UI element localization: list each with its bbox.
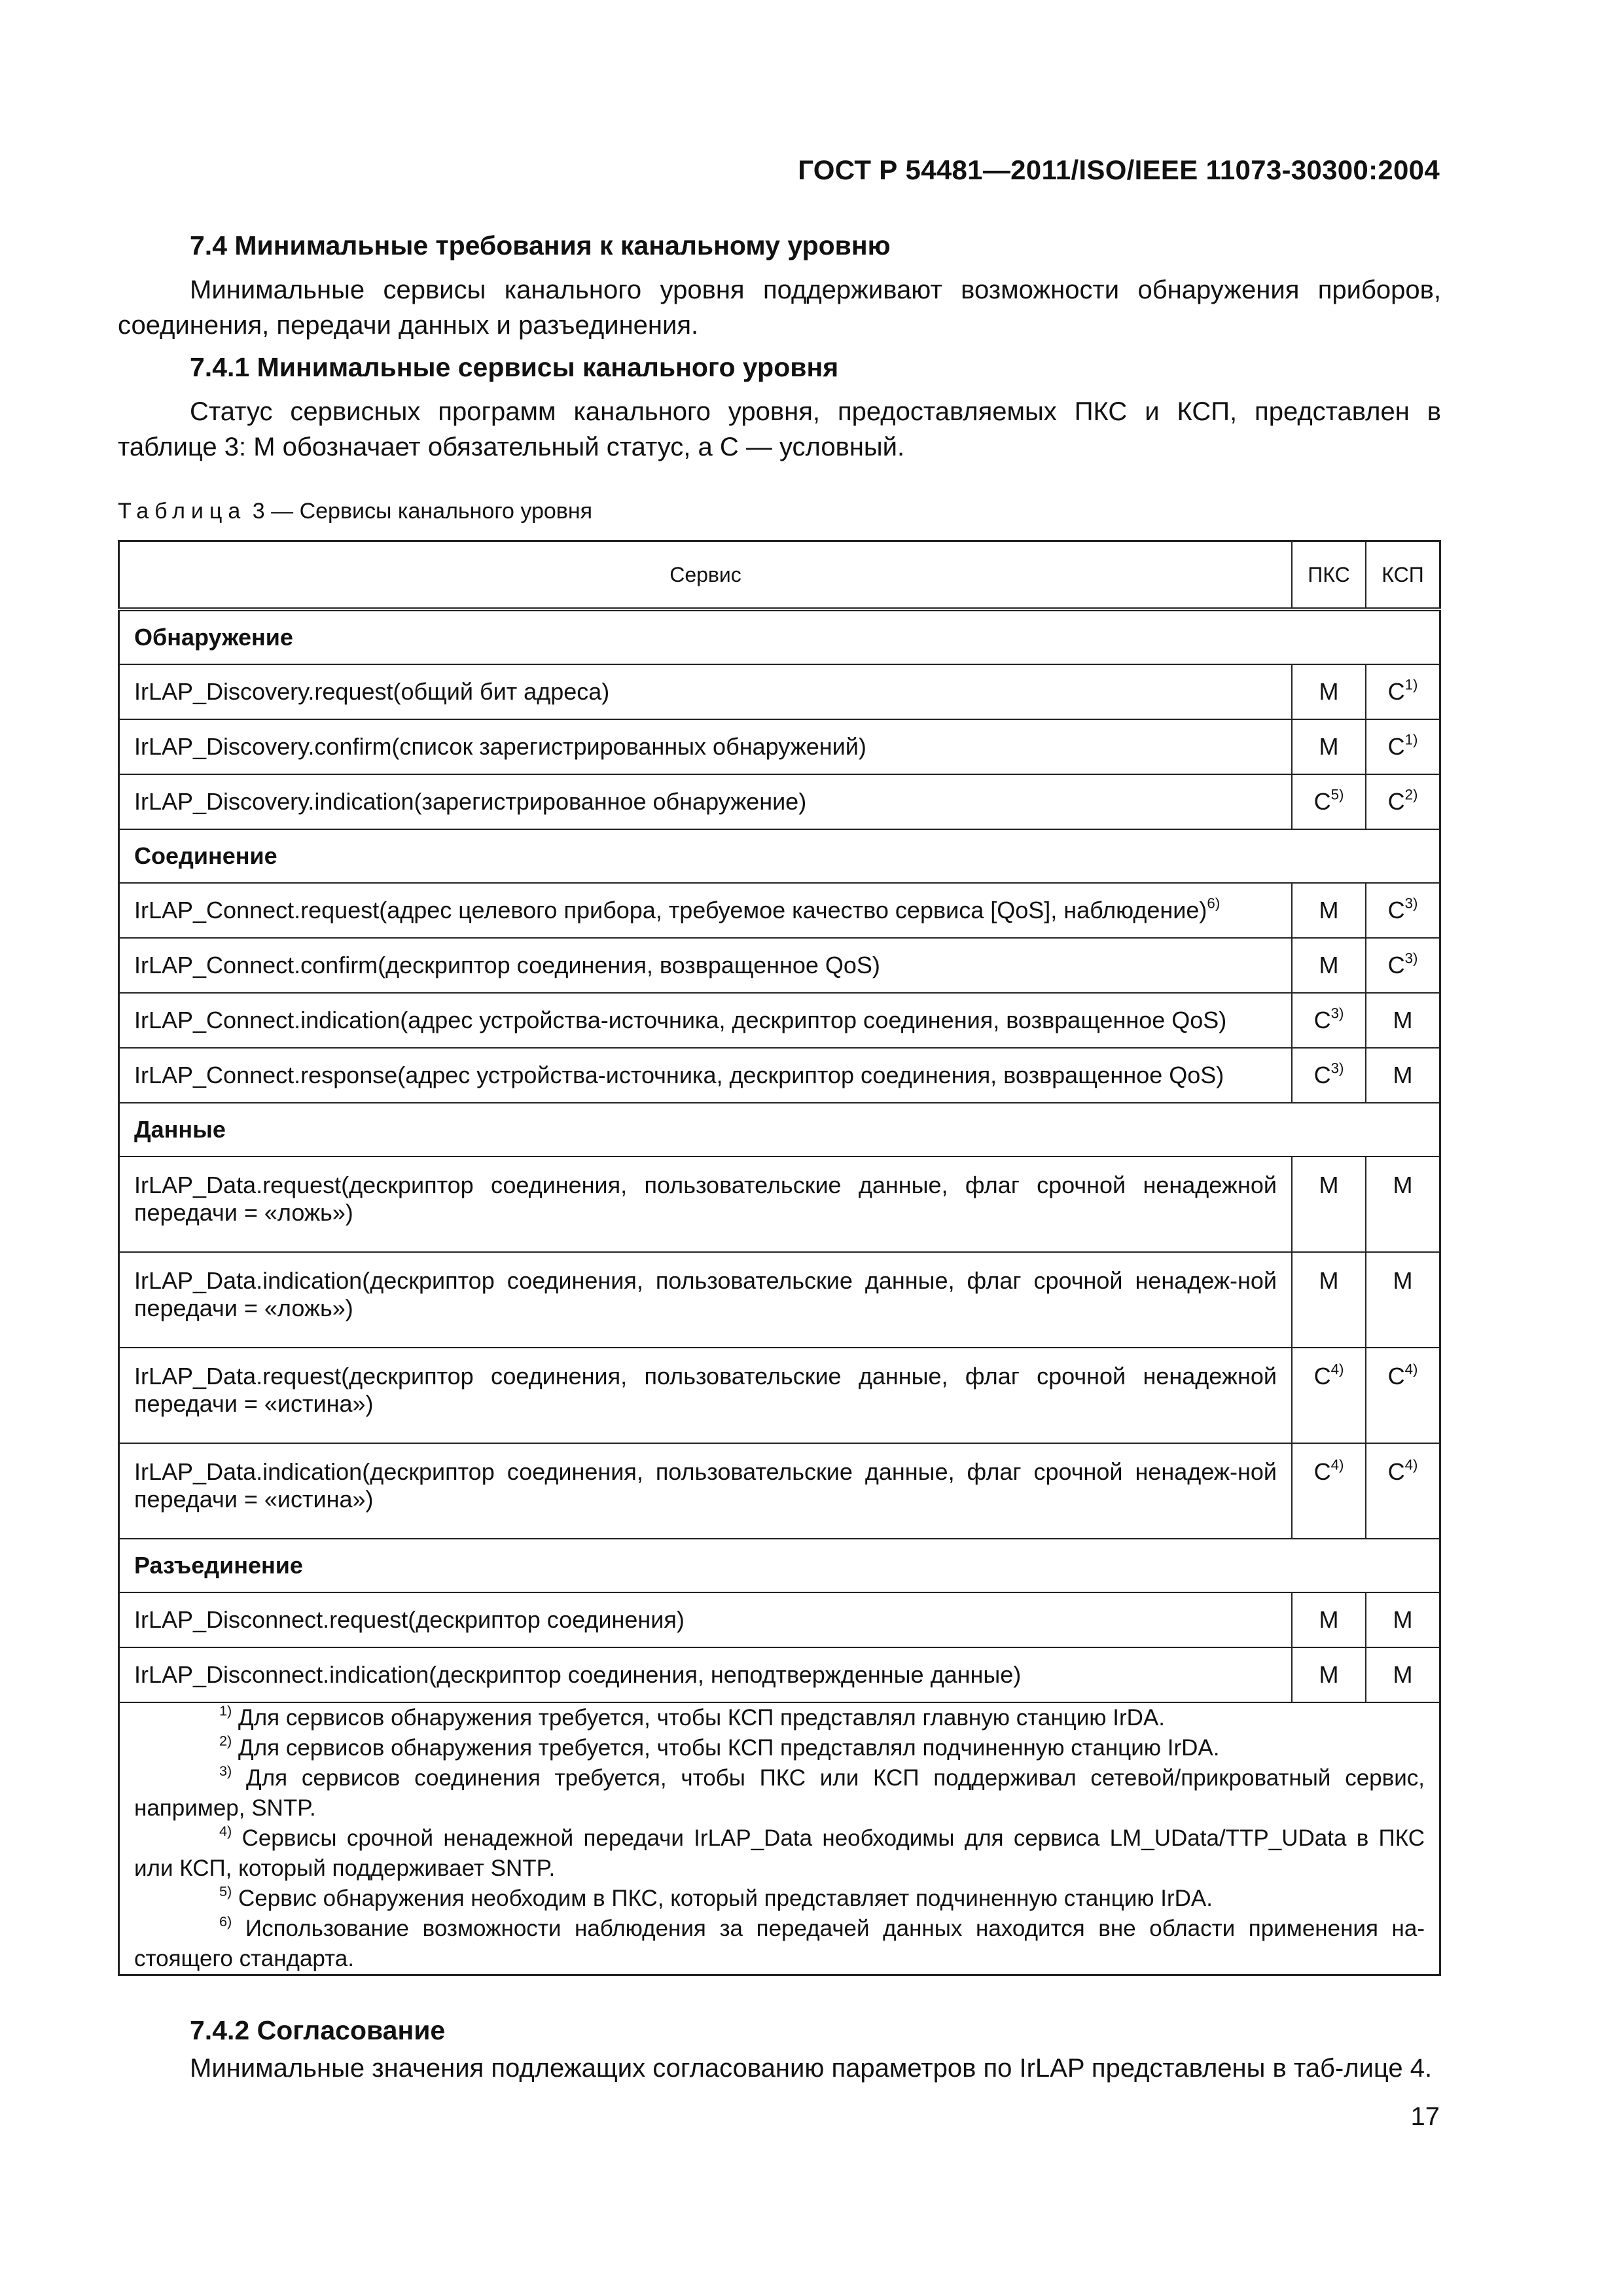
section-7-4-2-title: 7.4.2 Согласование [190,2015,446,2045]
footnote-mark: 1) [219,1702,232,1719]
service-name: IrLAP_Disconnect.indication(дескриптор соединения, неподтвержденные данные) [134,1661,1022,1688]
ksp-status: С [1387,952,1405,978]
table-row [119,1157,1440,1252]
section-7-4-1-text: Статус сервисных программ канального уровня, предоставляемых ПКС и КСП, представлен в таблице 3: М обозначает обязательный статус, а С — условный. [118,397,1441,461]
table-footnote [134,1884,1425,1914]
ksp-status-cell [1366,1647,1440,1702]
ksp-status: М [1393,1606,1413,1633]
footnote-ref: 1) [1404,731,1418,748]
footnote-ref: 2) [1404,786,1418,803]
footnote-text: Для сервисов обнаружения требуется, чтобы КСП представлял подчиненную станцию IrDA. [238,1735,1220,1761]
service-cell [119,938,1293,993]
header-pks: ПКС [1292,541,1366,610]
pks-status-cell [1292,719,1366,774]
pks-status: М [1319,733,1339,760]
service-cell [119,1348,1293,1443]
table-row [119,1592,1440,1647]
service-cell [119,1443,1293,1539]
table-row [119,719,1440,774]
footnote-ref: 4) [1330,1456,1344,1473]
service-cell [119,1252,1293,1348]
service-cell [119,993,1293,1048]
service-name: IrLAP_Connect.response(адрес устройства-источника, дескриптор соединения, возвращенное QoS) [134,1062,1224,1088]
footnote-mark: 2) [219,1732,232,1749]
table-group-row [119,829,1440,883]
pks-status-cell [1292,1647,1366,1702]
notes-row [119,1702,1440,1975]
pks-status: С [1313,788,1331,815]
service-cell [119,1592,1293,1647]
footnote-ref: 3) [1330,1060,1344,1077]
service-cell [119,719,1293,774]
footnote-mark: 5) [219,1882,232,1899]
table-row [119,1252,1440,1348]
service-name: IrLAP_Discovery.request(общий бит адреса) [134,678,610,705]
pks-status-cell [1292,1443,1366,1539]
ksp-status-cell [1366,1157,1440,1252]
table-row [119,938,1440,993]
service-cell [119,1647,1293,1702]
ksp-status-cell [1366,883,1440,938]
table-group-row [119,1539,1440,1592]
ksp-status-cell [1366,1252,1440,1348]
group-title: Обнаружение [119,609,1440,664]
table-footnote [134,1703,1425,1733]
section-7-4-2-text: Минимальные значения подлежащих согласованию параметров по IrLAP представлены в таб-лице 4. [190,2054,1433,2083]
header-ksp: КСП [1366,541,1440,610]
service-name: IrLAP_Discovery.confirm(список зарегистрированных обнаружений) [134,733,866,760]
ksp-status-cell [1366,938,1440,993]
table-row [119,993,1440,1048]
pks-status: С [1313,1458,1331,1485]
table-row [119,1647,1440,1702]
group-title: Соединение [119,829,1440,883]
service-name: IrLAP_Data.request(дескриптор соединения, пользовательские данные, флаг срочной ненадежной передачи = «истина») [134,1363,1277,1417]
table-footnote [134,1733,1425,1763]
service-cell [119,774,1293,829]
header-service: Сервис [119,541,1293,610]
pks-status-cell [1292,883,1366,938]
service-cell [119,883,1293,938]
ksp-status: С [1387,678,1405,705]
footnote-mark: 3) [219,1762,232,1779]
footnote-text: Для сервисов обнаружения требуется, чтобы КСП представлял главную станцию IrDA. [238,1705,1165,1731]
ksp-status: М [1393,1172,1413,1198]
ksp-status: М [1393,1267,1413,1294]
ksp-status-cell [1366,774,1440,829]
pks-status-cell [1292,774,1366,829]
footnote-ref: 4) [1404,1456,1418,1473]
services-table [118,540,1441,1976]
page-number: 17 [1410,2102,1440,2131]
pks-status-cell [1292,1157,1366,1252]
table-row [119,1348,1440,1443]
page-content [118,228,1441,2090]
ksp-status-cell [1366,1592,1440,1647]
ksp-status: С [1387,788,1405,815]
section-7-4-1-title: 7.4.1 Минимальные сервисы канального уровня [190,352,839,382]
pks-status: М [1319,897,1339,924]
ksp-status: С [1387,1458,1405,1485]
footnote-ref: 3) [1330,1005,1344,1022]
service-name: IrLAP_Data.indication(дескриптор соединения, пользовательские данные, флаг срочной ненадеж-ной передачи = «ложь») [134,1267,1277,1321]
footnote-text: Использование возможности наблюдения за передачей данных находится вне области применения на-стоящего стандарта. [134,1916,1425,1971]
footnote-mark: 6) [219,1912,232,1929]
footnote-ref: 6) [1207,895,1221,912]
ksp-status: М [1393,1007,1413,1033]
pks-status: С [1313,1062,1331,1088]
table-row [119,1443,1440,1539]
service-name: IrLAP_Connect.confirm(дескриптор соединения, возвращенное QoS) [134,952,880,978]
ksp-status-cell [1366,664,1440,719]
footnote-text: Для сервисов соединения требуется, чтобы ПКС или КСП поддерживал сетевой/прикроватный сервис, например, SNTP. [134,1765,1425,1821]
footnote-ref: 5) [1330,786,1344,803]
table-body [119,609,1440,1702]
document-header: ГОСТ Р 54481—2011/ISO/IEEE 11073-30300:2004 [798,154,1440,185]
footnote-ref: 3) [1404,895,1418,912]
group-title: Данные [119,1103,1440,1157]
footnote-mark: 4) [219,1822,232,1839]
table-footnote [134,1914,1425,1974]
ksp-status: С [1387,897,1405,924]
table-row [119,1048,1440,1103]
pks-status-cell [1292,664,1366,719]
table-row [119,664,1440,719]
service-name: IrLAP_Connect.request(адрес целевого прибора, требуемое качество сервиса [QoS], наблюдение) [134,897,1207,924]
table-row [119,883,1440,938]
service-name: IrLAP_Disconnect.request(дескриптор соединения) [134,1606,685,1633]
table-footnote [134,1823,1425,1884]
service-name: IrLAP_Discovery.indication(зарегистрированное обнаружение) [134,788,807,815]
service-cell [119,1048,1293,1103]
service-name: IrLAP_Connect.indication(адрес устройства-источника, дескриптор соединения, возвращенное QoS) [134,1007,1227,1033]
ksp-status: С [1387,733,1405,760]
pks-status-cell [1292,938,1366,993]
pks-status: М [1319,1661,1339,1688]
footnote-ref: 4) [1404,1361,1418,1378]
table-header-row [119,541,1440,610]
table-notes [119,1702,1440,1975]
ksp-status-cell [1366,719,1440,774]
ksp-status-cell [1366,1443,1440,1539]
ksp-status-cell [1366,1348,1440,1443]
ksp-status: М [1393,1062,1413,1088]
table-caption-text: 3 — Сервисы канального уровня [252,499,593,524]
pks-status: М [1319,952,1339,978]
ksp-status-cell [1366,1048,1440,1103]
pks-status-cell [1292,1252,1366,1348]
pks-status: М [1319,1267,1339,1294]
section-7-4-text: Минимальные сервисы канального уровня поддерживают возможности обнаружения приборов, соединения, передачи данных и разъединения. [118,276,1441,340]
service-cell [119,664,1293,719]
service-name: IrLAP_Data.indication(дескриптор соединения, пользовательские данные, флаг срочной ненадеж-ной передачи = «истина») [134,1458,1277,1513]
footnote-ref: 4) [1330,1361,1344,1378]
pks-status-cell [1292,993,1366,1048]
table-caption-word: Таблица [118,499,247,524]
pks-status-cell [1292,1348,1366,1443]
ksp-status: М [1393,1661,1413,1688]
table-footnote [134,1763,1425,1823]
footnote-text: Сервис обнаружения необходим в ПКС, который представляет подчиненную станцию IrDA. [238,1886,1213,1911]
pks-status: М [1319,1606,1339,1633]
ksp-status-cell [1366,993,1440,1048]
ksp-status: С [1387,1363,1405,1390]
group-title: Разъединение [119,1539,1440,1592]
pks-status: С [1313,1363,1331,1390]
pks-status-cell [1292,1592,1366,1647]
pks-status: М [1319,678,1339,705]
pks-status: С [1313,1007,1331,1033]
table-caption [118,499,1441,524]
footnote-ref: 1) [1404,676,1418,693]
table-group-row [119,1103,1440,1157]
pks-status-cell [1292,1048,1366,1103]
table-row [119,774,1440,829]
service-name: IrLAP_Data.request(дескриптор соединения, пользовательские данные, флаг срочной ненадежной передачи = «ложь») [134,1172,1277,1226]
section-7-4-title: 7.4 Минимальные требования к канальному уровню [190,230,891,260]
footnote-text: Сервисы срочной ненадежной передачи IrLAP_Data необходимы для сервиса LM_UData/TTP_UData в ПКС или КСП, который поддерживает SNTP. [134,1825,1425,1881]
footnote-ref: 3) [1404,950,1418,967]
pks-status: М [1319,1172,1339,1198]
service-cell [119,1157,1293,1252]
table-group-row [119,609,1440,664]
